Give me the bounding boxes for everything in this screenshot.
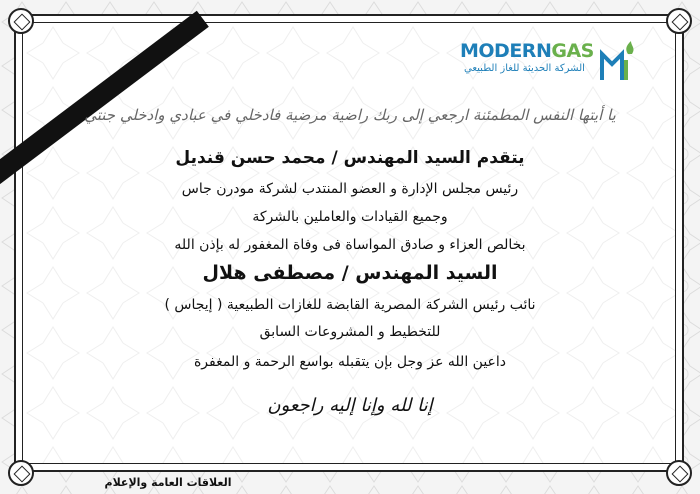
deceased-name: السيد المهندس / مصطفى هلال bbox=[202, 262, 498, 284]
closing-calligraphy: إنا لله وإنا إليه راجعون bbox=[267, 395, 433, 416]
logo-name-main: MODERN bbox=[460, 40, 552, 62]
corner-ornament bbox=[8, 460, 34, 486]
sender-title: رئيس مجلس الإدارة و العضو المنتدب لشركة مودرن جاس bbox=[181, 181, 519, 197]
footer-department: العلاقات العامة والإعلام bbox=[104, 476, 232, 489]
logo-arabic-name: الشركة الحديثة للغاز الطبيعي bbox=[464, 63, 585, 74]
deceased-title-2: للتخطيط و المشروعات السابق bbox=[259, 324, 441, 340]
prayer-line: داعين الله عز وجل بإن يتقبله بواسع الرحمة و المغفرة bbox=[193, 354, 507, 370]
quran-verse: يا أيتها النفس المطمئنة ارجعي إلى ربك راضية مرضية فادخلي في عبادي وادخلي جنتي bbox=[84, 106, 616, 124]
flame-logo-icon bbox=[598, 40, 638, 84]
logo-name-accent: GAS bbox=[551, 40, 594, 62]
corner-ornament bbox=[666, 8, 692, 34]
condolence-line: بخالص العزاء و صادق المواساة فى وفاة المغفور له بإذن الله bbox=[174, 237, 526, 253]
deceased-title: نائب رئيس الشركة المصرية القابضة للغازات الطبيعية ( إيجاس ) bbox=[164, 297, 536, 313]
corner-ornament bbox=[8, 8, 34, 34]
staff-line: وجميع القيادات والعاملين بالشركة bbox=[252, 209, 448, 225]
company-logo bbox=[458, 38, 668, 88]
corner-ornament bbox=[666, 460, 692, 486]
logo-wordmark bbox=[460, 40, 594, 62]
sender-line: يتقدم السيد المهندس / محمد حسن قنديل bbox=[175, 148, 525, 168]
